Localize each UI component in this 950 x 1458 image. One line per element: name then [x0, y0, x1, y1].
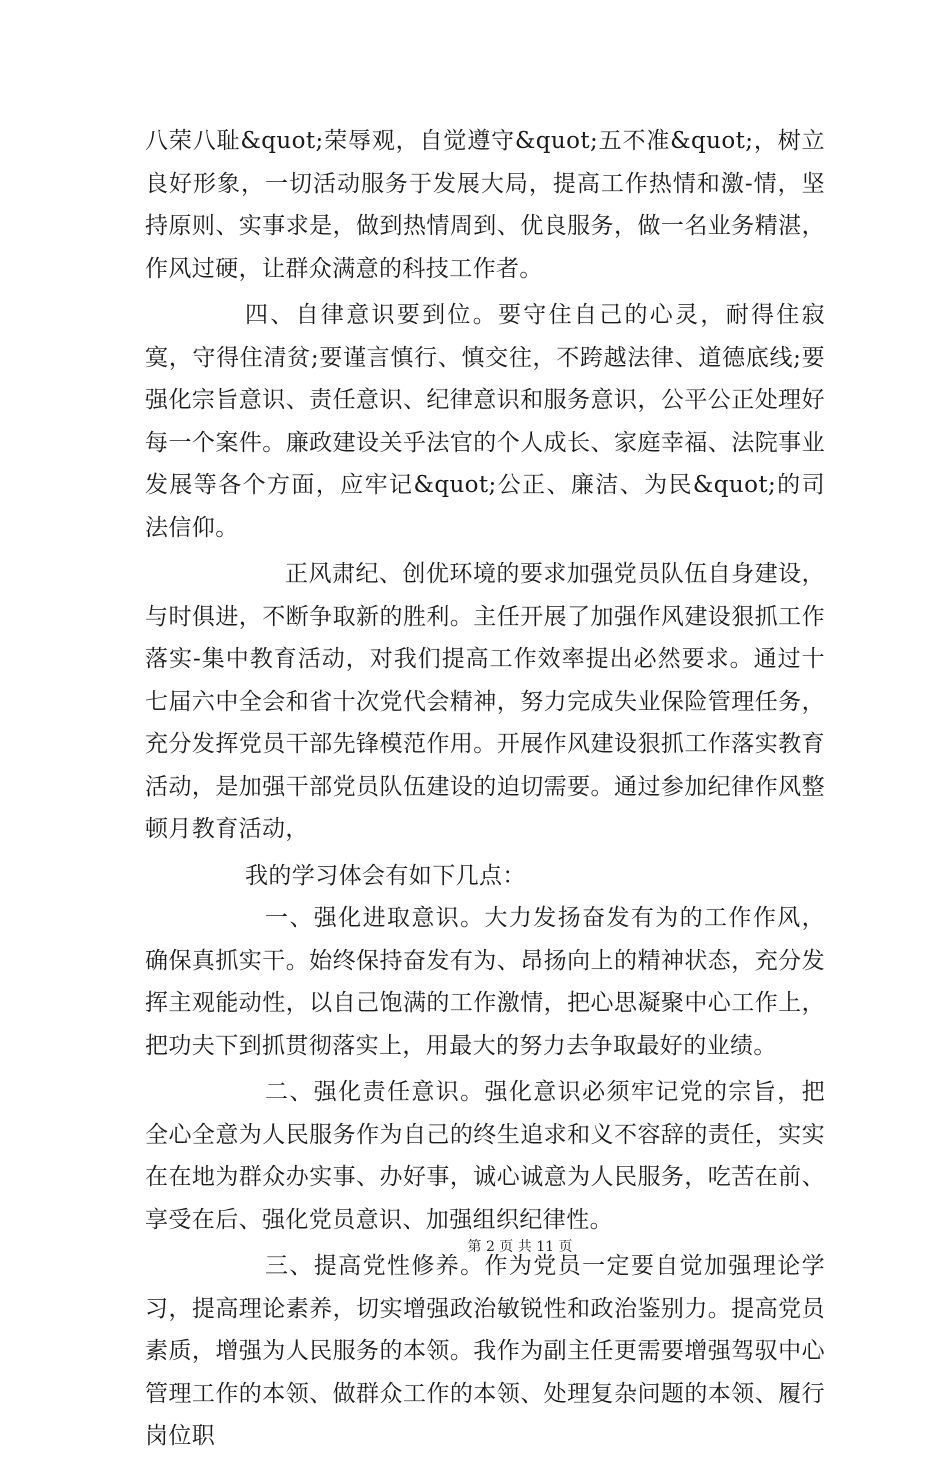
paragraph-point-three: 三、提高党性修养。作为党员一定要自觉加强理论学习，提高理论素养，切实增强政治敏锐性和政治鉴别力。提高党员素质，增强为人民服务的本领。我作为副主任更需要增强驾驭中心管理工作的本领、做群众工作的本领、处理复杂问题的本领、履行岗位职	[145, 1253, 825, 1449]
document-body	[145, 120, 825, 1458]
paragraph-party-building: 正风肃纪、创优环境的要求加强党员队伍自身建设，与时俱进，不断争取新的胜利。主任开展了加强作风建设狠抓工作落实-集中教育活动，对我们提高工作效率提出必然要求。通过十七届六中全会和省十次党代会精神，努力完成失业保险管理任务，充分发挥党员干部先锋模范作用。开展作风建设狠抓工作落实教育活动，是加强干部党员队伍建设的迫切需要。通过参加纪律作风整顿月教育活动，	[145, 561, 825, 842]
paragraph-point-two: 二、强化责任意识。强化意识必须牢记党的宗旨，把全心全意为人民服务作为自己的终生追求和义不容辞的责任，实实在在地为群众办实事、办好事，诚心诚意为人民服务，吃苦在前、享受在后、强化党员意识、加强组织纪律性。	[145, 1079, 825, 1233]
paragraph-self-discipline: 四、自律意识要到位。要守住自己的心灵，耐得住寂寞，守得住清贫;要谨言慎行、慎交往，不跨越法律、道德底线;要强化宗旨意识、责任意识、纪律意识和服务意识，公平公正处理好每一个案件。廉政建设关乎法官的个人成长、家庭幸福、法院事业发展等各个方面，应牢记&quot;公正、廉洁、为民&quot;的司法信仰。	[145, 302, 825, 541]
page-number-footer	[0, 1236, 950, 1256]
page-number-label: 第 2 页 共 11 页	[467, 1239, 573, 1255]
paragraph-learning-intro: 我的学习体会有如下几点：	[245, 862, 526, 889]
paragraph-continuation: 八荣八耻&quot;荣辱观，自觉遵守&quot;五不准&quot;，树立良好形象，一切活动服务于发展大局，提高工作热情和激-情，坚持原则、实事求是，做到热情周到、优良服务，做一名业务精湛，作风过硬，让群众满意的科技工作者。	[145, 128, 825, 282]
paragraph-point-one: 一、强化进取意识。大力发扬奋发有为的工作作风，确保真抓实干。始终保持奋发有为、昂扬向上的精神状态，充分发挥主观能动性，以自己饱满的工作激情，把心思凝聚中心工作上，把功夫下到抓贯彻落实上，用最大的努力去争取最好的业绩。	[145, 905, 825, 1059]
